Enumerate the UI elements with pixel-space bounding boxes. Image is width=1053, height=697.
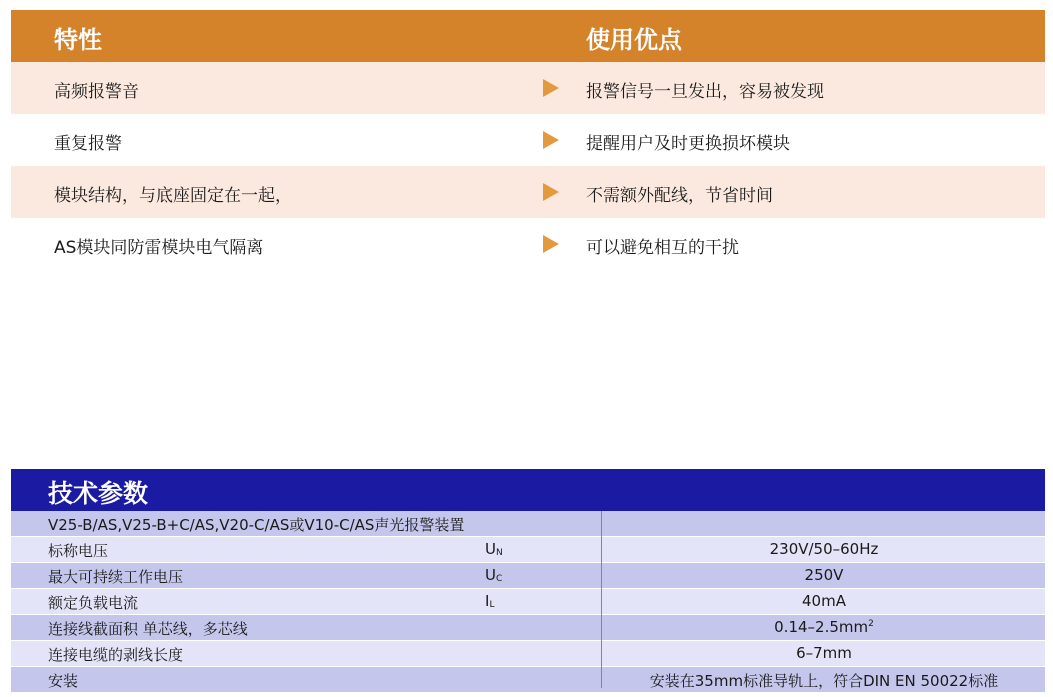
spec-row [11,641,1045,667]
spec-value: 230V/50–60Hz [769,540,879,558]
feature-text: AS模块同防雷模块电气隔离 [54,238,264,258]
spec-table [11,469,1045,693]
spec-row [11,537,1045,563]
feature-text: 模块结构，与底座固定在一起， [54,186,292,206]
advantages-column-title: 使用优点 [586,26,682,54]
column-divider [601,511,602,688]
spec-row [11,667,1045,693]
arrow-right-icon [543,235,559,253]
features-table [11,10,1045,270]
spec-value: 安装在35mm标准导轨上，符合DIN EN 50022标准 [649,672,999,690]
arrow-right-icon [543,183,559,201]
spec-label: 连接电缆的剥线长度 [48,646,184,664]
features-column-title: 特性 [54,26,102,54]
spec-header [11,469,1045,511]
advantage-text: 报警信号一旦发出，容易被发现 [586,82,824,102]
spec-value: 6–7mm [796,644,852,662]
advantage-text: 可以避免相互的干扰 [586,238,739,258]
feature-text: 高频报警音 [54,82,139,102]
arrow-right-icon [543,131,559,149]
arrow-right-icon [543,79,559,97]
spec-value: 250V [804,566,844,584]
spec-label: 额定负载电流 [48,594,139,612]
spec-title: 技术参数 [48,479,149,508]
advantage-text: 不需额外配线，节省时间 [586,186,773,206]
spec-value: $0.14-2.5mm^2$ [774,618,874,636]
spec-label: 标称电压 [48,542,109,560]
spec-symbol: $I_L$ [485,592,495,610]
spec-label: 最大可持续工作电压 [48,568,184,586]
feature-row [11,114,1045,166]
spec-label: 安装 [48,672,79,690]
spec-label: 连接线截面积 单芯线，多芯线 [48,620,248,638]
feature-text: 重复报警 [54,134,122,154]
spec-value: 40mA [802,592,846,610]
spec-symbol: $U_C$ [485,566,503,584]
feature-row [11,218,1045,270]
spec-symbol: $U_N$ [485,540,503,558]
feature-row [11,62,1045,114]
features-header [11,10,1045,62]
spec-label: V25-B/AS,V25-B+C/AS,V20-C/AS或V10-C/AS声光报警装置 [48,516,465,534]
spec-row [11,589,1045,615]
spec-row [11,615,1045,641]
advantage-text: 提醒用户及时更换损坏模块 [586,134,790,154]
feature-row [11,166,1045,218]
spec-row [11,563,1045,589]
spec-row [11,511,1045,537]
